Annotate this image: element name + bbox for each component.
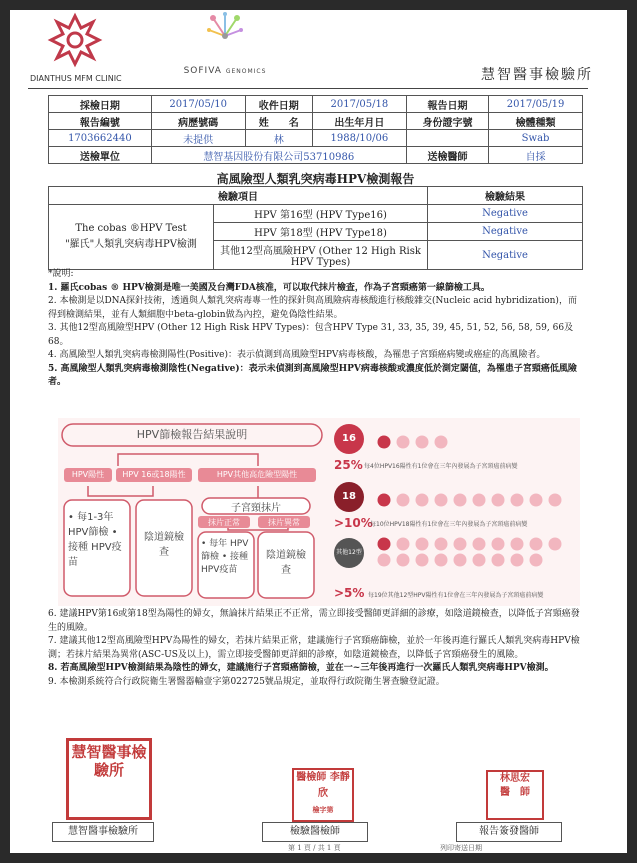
lab-seal-stamp	[66, 738, 152, 820]
note-item: 5. 高風險型人類乳突病毒檢測陰性(Negative)：表示未偵測到高風險型HPV病毒核酸或濃度低於測定閾值，為罹患子宮頸癌低風險者。	[48, 363, 577, 387]
risk-dot	[492, 494, 505, 507]
stat-pct: 25%	[334, 458, 363, 472]
note-item: 6. 建議HPV第16或第18型為陽性的婦女，無論抹片結果正不正常，需立即接受醫師更詳細的診療，如陰道鏡檢查，以降低子宮頸癌發生的風險。	[48, 609, 580, 633]
result-row	[49, 205, 583, 223]
lab-seal-text: 慧智醫事檢驗所	[71, 743, 147, 779]
sofiva-logo	[170, 12, 280, 76]
risk-dot	[416, 538, 429, 551]
sig-signer-label: 報告簽發醫師	[479, 826, 539, 837]
header-rule	[28, 88, 588, 89]
risk-dot	[454, 538, 467, 551]
results-head	[49, 187, 583, 205]
notes-label: *說明:	[48, 269, 74, 279]
tech-stamp	[292, 768, 354, 822]
risk-dot-grid	[378, 436, 562, 567]
flow-left-box: • 每1-3年 HPV篩檢 • 接種 HPV疫苗	[68, 512, 122, 568]
stat-pct: >5%	[334, 586, 365, 600]
info-cell: Swab	[489, 130, 583, 147]
report-header	[10, 10, 607, 88]
sig-tech-box	[262, 822, 368, 842]
risk-dot	[511, 538, 524, 551]
info-cell: 報告日期	[406, 96, 488, 113]
lab-name: 慧智醫事檢驗所	[481, 67, 593, 83]
info-cell: 送檢醫師	[406, 147, 488, 164]
report-title: 高風險型人類乳突病毒HPV檢測報告	[216, 172, 415, 186]
dianthus-logo	[30, 12, 120, 83]
info-cell: 收件日期	[245, 96, 312, 113]
tech-stamp-text: 醫檢師 李靜欣	[296, 772, 350, 799]
risk-dot	[454, 494, 467, 507]
risk-dot	[378, 538, 391, 551]
info-row	[49, 147, 583, 164]
risk-dot	[530, 554, 543, 567]
results-table	[48, 186, 583, 270]
risk-dot	[378, 554, 391, 567]
stat-caption: 每10位HPV18陽性有1位會在三年內發展為子宮頸癌前病變	[370, 521, 528, 528]
flow-normal-box: • 每年 HPV篩檢 • 接種 HPV疫苗	[201, 539, 249, 575]
risk-dot	[511, 494, 524, 507]
infographic-graphics	[58, 418, 580, 606]
info-cell: 病歷號碼	[151, 113, 245, 130]
virus-other-icon	[334, 538, 364, 568]
stat-caption: 每4位HPV16陽性有1位會在三年內發展為子宮頸癌前病變	[364, 463, 518, 470]
info-row	[49, 130, 583, 147]
risk-dot	[511, 554, 524, 567]
note-item: 1. 羅氏cobas ® HPV檢測是唯一美國及台灣FDA核准，可以取代抹片檢查，作為子宮頸癌第一線篩檢工具。	[48, 282, 490, 293]
results-head-result: 檢驗結果	[428, 187, 583, 205]
risk-dot	[530, 538, 543, 551]
result-name: 其他12型高風險HPV (Other 12 High Risk HPV Types)	[214, 241, 428, 270]
stat-num: 18	[342, 491, 356, 502]
stat-caption: 每19位其他12型HPV陽性有1位會在三年內發展為子宮頸癌前病變	[368, 592, 544, 599]
result-value: Negative	[428, 205, 583, 223]
risk-dot	[549, 538, 562, 551]
results-head-item: 檢驗項目	[49, 187, 428, 205]
flow-posother: HPV其他高危險型陽性	[216, 470, 298, 479]
note-item: 2. 本檢測是以DNA探針技術，透過與人類乳突病毒專一性的探針與高風險病毒核酸進行核酸雜交(Nucleic acid hybridization)，而得到檢測結果，並有人類細胞中beta-globin做為內控，避免偽陰性結果。	[48, 296, 577, 320]
virus-18-icon	[334, 482, 364, 512]
note-item: 4. 高風險型人類乳突病毒檢測陽性(Positive)：表示偵測到高風險型HPV病毒核酸，為罹患子宮頸癌病變或癌症的高風險者。	[48, 350, 546, 360]
sofiva-icon	[205, 12, 245, 56]
stat-num: 其他12型	[336, 549, 362, 556]
notes-section	[48, 268, 583, 390]
risk-dot	[416, 436, 429, 449]
result-name: HPV 第16型 (HPV Type16)	[214, 205, 428, 223]
info-cell: 自採	[489, 147, 583, 164]
risk-dot	[397, 538, 410, 551]
info-cell: 1988/10/06	[312, 130, 406, 147]
flow-pap: 子宮頸抹片	[231, 503, 281, 514]
flow-colpo2: 陰道鏡檢查	[266, 550, 306, 576]
risk-dot	[397, 436, 410, 449]
logo2-subtext: GENOMICS	[225, 68, 267, 75]
info-row	[49, 113, 583, 130]
logo2-text: SOFIVA	[183, 66, 222, 76]
risk-dot	[473, 494, 486, 507]
info-cell: 慧智基因股份有限公司53710986	[151, 147, 406, 164]
info-cell: 送檢單位	[49, 147, 152, 164]
risk-dot	[530, 494, 543, 507]
risk-dot	[416, 554, 429, 567]
info-row	[49, 96, 583, 113]
info-cell: 身份證字號	[406, 113, 488, 130]
method-line2: "羅氏"人類乳突病毒HPV檢測	[65, 239, 197, 250]
risk-dot	[492, 538, 505, 551]
result-value: Negative	[428, 223, 583, 241]
sig-tech-label: 檢驗醫檢師	[290, 826, 340, 837]
flow-pos: HPV陽性	[71, 470, 105, 479]
risk-dot	[473, 538, 486, 551]
sig-lab-label: 慧智醫事檢驗所	[68, 826, 138, 837]
flow-title: HPV篩檢報告結果說明	[136, 428, 248, 441]
flow-pap-normal: 抹片正常	[208, 518, 240, 527]
flow-colpo: 陰道鏡檢查	[144, 532, 184, 558]
result-name: HPV 第18型 (HPV Type18)	[214, 223, 428, 241]
risk-dot	[397, 554, 410, 567]
info-cell: 2017/05/18	[312, 96, 406, 113]
signer-stamp	[486, 770, 544, 820]
info-cell: 檢體種類	[489, 113, 583, 130]
risk-dot	[416, 494, 429, 507]
signer-title: 醫 師	[500, 787, 530, 798]
method-line1: The cobas ®HPV Test	[75, 223, 187, 234]
notes-section-2	[48, 608, 583, 689]
info-cell: 2017/05/19	[489, 96, 583, 113]
flow-pos1618: HPV 16或18陽性	[122, 470, 186, 479]
info-cell: 2017/05/10	[151, 96, 245, 113]
result-value: Negative	[428, 241, 583, 270]
risk-dot	[378, 436, 391, 449]
flow-pap-abnormal: 抹片異常	[268, 518, 300, 527]
flower-icon	[47, 12, 103, 68]
info-cell: 出生年月日	[312, 113, 406, 130]
stat-num: 16	[342, 433, 356, 444]
risk-dot	[492, 554, 505, 567]
tech-stamp-sub: 檢字第	[312, 805, 334, 814]
risk-dot	[397, 494, 410, 507]
logo1-text: DIANTHUS MFM CLINIC	[30, 74, 122, 83]
risk-dot	[435, 494, 448, 507]
info-cell	[406, 130, 488, 147]
sig-lab-box	[52, 822, 154, 842]
signer-name: 林思宏	[500, 773, 530, 784]
note-item: 3. 其他12型高風險型HPV (Other 12 High Risk HPV Types)：包含HPV Type 31, 33, 35, 39, 45, 51, 52, 56, 58, 59, 66及68。	[48, 323, 574, 347]
info-cell: 林	[245, 130, 312, 147]
risk-dot	[473, 554, 486, 567]
note-item: 7. 建議其他12型高風險型HPV為陽性的婦女，若抹片結果正常，建議施行子宮頸癌篩檢，並於一年後再進行羅氏人類乳突病毒HPV檢測；若抹片結果為異常(ASC-US及以上)，需立即接受醫師更詳細的診療，如陰道鏡檢查，以降低子宮頸癌發生的風險。	[48, 636, 580, 660]
info-cell: 未提供	[151, 130, 245, 147]
note-item: 8. 若高風險型HPV檢測結果為陰性的婦女，建議施行子宮頸癌篩檢，並在一~三年後再進行一次羅氏人類乳突病毒HPV檢測。	[48, 663, 554, 673]
method-cell	[49, 205, 214, 270]
page-number: 第 1 頁 / 共 1 頁	[288, 844, 341, 852]
info-cell: 1703662440	[49, 130, 152, 147]
risk-dot	[549, 494, 562, 507]
sig-signer-box	[456, 822, 562, 842]
hpv-infographic	[58, 418, 580, 606]
stat-pct: >10%	[334, 516, 373, 530]
patient-info-table	[48, 95, 583, 164]
print-note: 列印寄送日期	[440, 844, 482, 852]
risk-dot	[435, 436, 448, 449]
note-item: 9. 本檢測系統符合行政院衛生署醫器輸壹字第022725號品規定，並取得行政院衛生署查驗登記證。	[48, 676, 445, 687]
risk-dot	[378, 494, 391, 507]
risk-dot	[435, 554, 448, 567]
risk-dot	[435, 538, 448, 551]
info-cell: 採檢日期	[49, 96, 152, 113]
info-cell: 姓 名	[245, 113, 312, 130]
info-cell: 報告編號	[49, 113, 152, 130]
risk-dot	[454, 554, 467, 567]
virus-16-icon	[334, 424, 364, 454]
